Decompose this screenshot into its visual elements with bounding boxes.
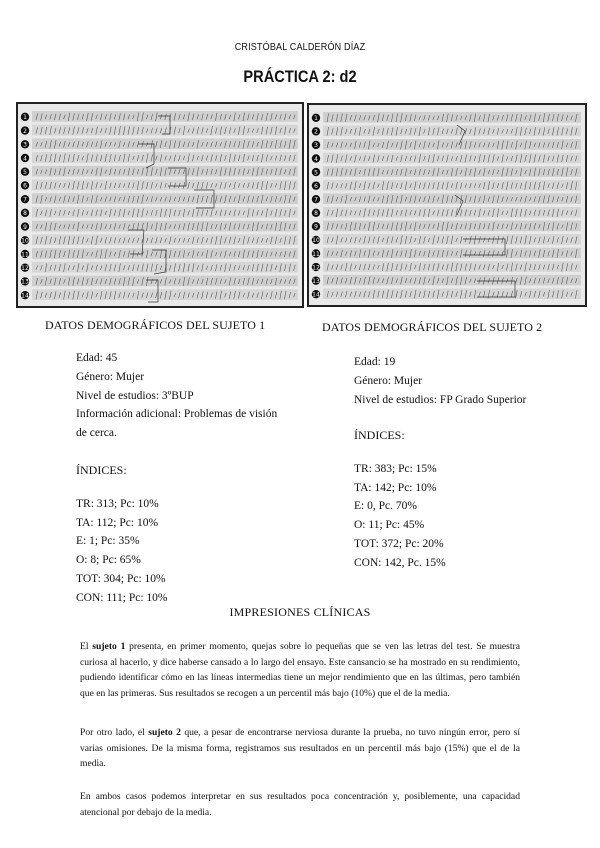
p1-subject: sujeto 1: [92, 641, 126, 652]
subject-2-ta: TA: 142; Pc: 10%: [354, 481, 437, 494]
sheet-row-number: 6: [23, 182, 27, 190]
test-sheet-scan-subject-1: [16, 102, 304, 308]
subject-1-extra-info: Información adicional: Problemas de visión de cerca.: [76, 408, 278, 440]
test-sheet-image-1: [18, 104, 302, 306]
subject-2-studies: Nivel de estudios: FP Grado Superior: [354, 393, 527, 406]
p1-start: El: [80, 641, 93, 652]
sheet-row-number: 9: [314, 223, 318, 231]
subject-1-tot: TOT: 304; Pc: 10%: [76, 572, 166, 585]
sheet-row-number: 1: [23, 114, 27, 122]
subject-1-indices-heading: ÍNDICES:: [76, 463, 127, 477]
subject-1-gender: Género: Mujer: [76, 370, 145, 383]
sheet-row-number: 2: [314, 128, 318, 136]
subject-2-age: Edad: 19: [354, 356, 396, 368]
sheet-row-number: 2: [23, 127, 27, 135]
sheet-row-band: [32, 180, 298, 191]
impressions-paragraph-2: [80, 725, 520, 772]
sheet-row-number: 9: [23, 223, 27, 231]
subject-1-o: O: 8; Pc: 65%: [76, 554, 141, 567]
subject-1-age: Edad: 45: [76, 352, 118, 364]
page-title: PRÁCTICA 2: d2: [243, 67, 357, 86]
sheet-row-number: 5: [314, 169, 318, 177]
sheet-row-number: 10: [312, 237, 320, 245]
subject-1-e: E: 1; Pc: 35%: [76, 535, 140, 548]
subject-2-o: O: 11; Pc: 45%: [354, 519, 425, 532]
subject-2-indices: [354, 460, 446, 572]
sheet-row-number: 7: [23, 196, 27, 204]
subject-2-con: CON: 142, Pc. 15%: [354, 556, 446, 569]
p1-rest: presenta, en primer momento, quejas sobre lo pequeñas que se ven las letras del test. Se muestra curiosa al hacerlo, y dice haberse cansado a lo largo del ensayo. Este cansancio se ha mostrado en su rendimiento, pudiendo identificar cómo en las líneas intermedias tiene un mejor rendimiento que en las últimas, pero también que en las primeras. Sus resultados se recogen a un percentil más bajo (10%) que el de la media.: [80, 641, 520, 699]
sheet-row-number: 4: [23, 155, 27, 163]
subject-2-tot: TOT: 372; Pc: 20%: [354, 537, 444, 550]
sheet-row-number: 11: [21, 251, 29, 259]
subject-2-tr: TR: 383; Pc: 15%: [354, 463, 437, 475]
sheet-row-number: 14: [312, 291, 320, 299]
p2-rest: que, a pesar de encontrarse nerviosa durante la prueba, no tuvo ningún error, pero sí varias omisiones. De la misma forma, registramos sus resultados en un percentil más bajo (15%) que el de la media.: [80, 727, 520, 770]
sheet-row-number: 4: [314, 155, 318, 163]
sheet-row-band: [32, 234, 298, 245]
sheet-row-number: 8: [314, 210, 318, 218]
sheet-row-band: [32, 111, 298, 122]
subject-1-tr: TR: 313; Pc: 10%: [76, 498, 159, 510]
sheet-row-number: 13: [312, 277, 320, 285]
test-sheet-image-2: [309, 105, 585, 305]
sheet-row-number: 14: [21, 292, 29, 300]
subject-1-con: CON: 111; Pc: 10%: [76, 591, 168, 604]
sheet-row-number: 3: [314, 142, 318, 150]
subject-2-indices-heading: ÍNDICES:: [354, 428, 405, 442]
sheet-row-number: 6: [314, 182, 318, 190]
sheet-row-number: 12: [312, 264, 320, 272]
p2-start: Por otro lado, el: [80, 727, 149, 738]
subject-2-demographics: [354, 353, 594, 409]
sheet-row-number: 12: [21, 265, 29, 273]
sheet-row-number: 8: [23, 210, 27, 218]
sheet-row-number: 1: [314, 115, 318, 123]
sheet-row-number: 11: [312, 250, 320, 258]
subject-1-studies: Nivel de estudios: 3ºBUP: [76, 389, 194, 402]
sheet-row-number: 3: [23, 141, 27, 149]
sheet-row-number: 7: [314, 196, 318, 204]
sheet-row-number: 13: [21, 278, 29, 286]
sheet-row-band: [32, 138, 298, 149]
subject-1-indices: [76, 495, 167, 607]
impressions-paragraph-3: En ambos casos podemos interpretar en sus resultados poca concentración y, posiblemente, una capacidad atencional por debajo de la media.: [80, 791, 520, 818]
clinical-impressions-heading: IMPRESIONES CLÍNICAS: [229, 605, 371, 619]
sheet-row-number: 5: [23, 169, 27, 177]
sheet-row-band: [32, 152, 298, 163]
sheet-row-band: [32, 193, 298, 204]
subject-2-gender: Género: Mujer: [354, 374, 423, 387]
impressions-paragraph-1: [80, 639, 520, 701]
sheet-row-number: 10: [21, 237, 29, 245]
subject-1-ta: TA: 112; Pc: 10%: [76, 516, 159, 529]
test-sheet-scan-subject-2: [307, 103, 587, 307]
author-name: CRISTÓBAL CALDERÓN DÍAZ: [234, 41, 366, 53]
p2-subject: sujeto 2: [148, 727, 181, 738]
subject-1-heading: DATOS DEMOGRÁFICOS DEL SUJETO 1: [45, 318, 266, 332]
subject-1-demographics: [76, 349, 286, 443]
subject-2-e: E: 0, Pc. 70%: [354, 500, 417, 513]
subject-2-heading: DATOS DEMOGRÁFICOS DEL SUJETO 2: [322, 320, 543, 334]
